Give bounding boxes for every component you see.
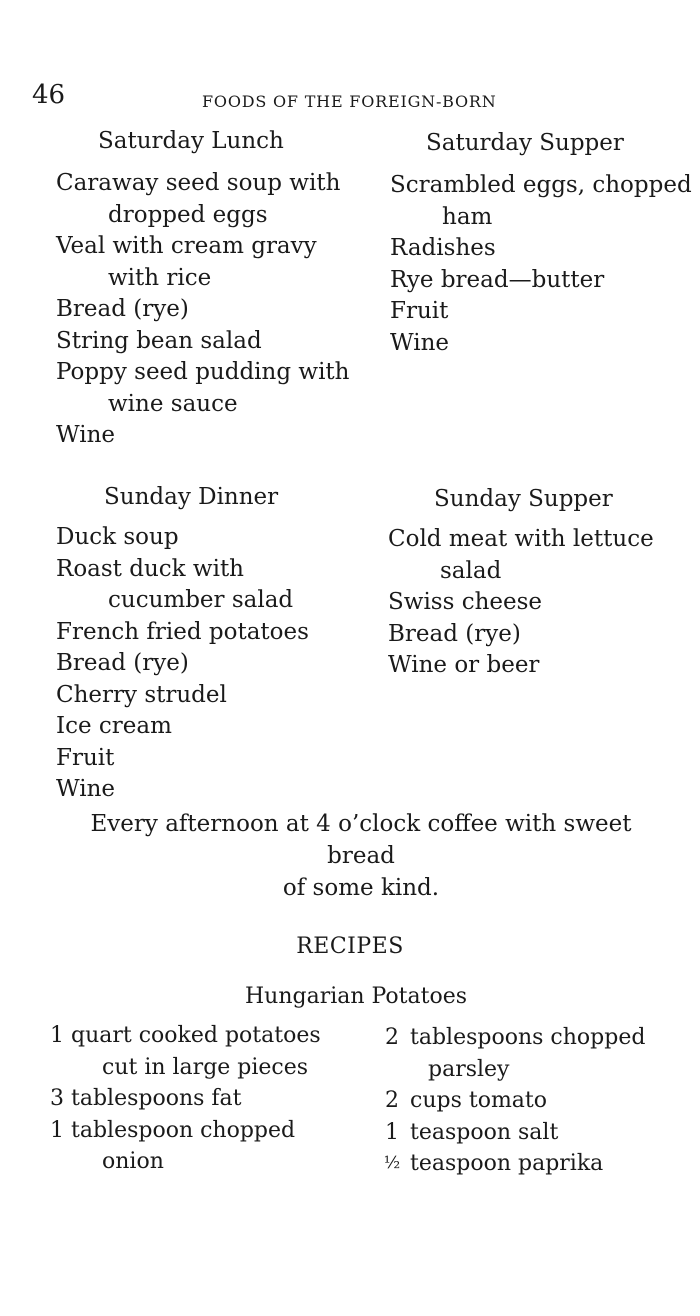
- menu-item: [388, 524, 654, 587]
- menu-item: [56, 326, 350, 358]
- menu-item: [388, 619, 654, 651]
- ingredient-text: [410, 1022, 645, 1085]
- menu-item-continuation: with rice: [108, 264, 212, 291]
- menu-item-text: Scrambled eggs, chopped: [390, 172, 692, 198]
- menu-item: [388, 650, 654, 682]
- menu-item-text: Rye bread—butter: [390, 266, 605, 293]
- menu-saturday-lunch: [56, 128, 350, 452]
- recipes-heading: RECIPES: [296, 934, 404, 959]
- ingredient-line: cups tomato: [410, 1088, 548, 1113]
- ingredient-line: teaspoon paprika: [410, 1151, 604, 1176]
- menu-title: Saturday Lunch: [98, 128, 284, 154]
- menu-item: [56, 648, 309, 680]
- running-head: FOODS OF THE FOREIGN-BORN: [202, 92, 497, 111]
- menu-item-text: Bread (rye): [56, 650, 189, 676]
- menu-item-continuation: cucumber salad: [108, 587, 294, 613]
- ingredient: [374, 1022, 645, 1085]
- ingredient-quantity: 1: [385, 1119, 399, 1145]
- menu-item: [56, 774, 309, 806]
- ingredient: [374, 1148, 645, 1180]
- recipe-title: Hungarian Potatoes: [244, 984, 468, 1009]
- menu-item: [56, 680, 309, 712]
- menu-item: [390, 233, 692, 265]
- ingredient-continuation: cut in large pieces: [102, 1054, 309, 1080]
- menu-item: [390, 328, 692, 360]
- menu-item: [56, 711, 309, 743]
- menu-item: [390, 296, 692, 328]
- menu-item-text: Fruit: [56, 744, 115, 771]
- ingredient-quantity: 2: [385, 1025, 399, 1050]
- menu-item: [390, 265, 692, 297]
- ingredient: [50, 1115, 321, 1178]
- menu-item-text: Poppy seed pudding with: [56, 359, 350, 385]
- menu-item: [56, 743, 309, 775]
- ingredient-line: teaspoon salt: [410, 1119, 559, 1145]
- menu-item-text: Wine: [390, 329, 450, 356]
- ingredient-line: tablespoons chopped: [410, 1025, 646, 1050]
- menu-item: [56, 357, 350, 420]
- menu-item: [56, 231, 350, 294]
- menu-item: [56, 522, 309, 554]
- menu-items: [56, 522, 309, 806]
- ingredient-text: 1 tablespoon chopped: [50, 1117, 296, 1143]
- ingredient-text: 1 quart cooked potatoes: [50, 1023, 321, 1048]
- menu-item: [56, 420, 350, 452]
- coffee-note: [56, 808, 666, 904]
- ingredient-text: 3 tablespoons fat: [50, 1086, 242, 1111]
- page-number: 46: [32, 80, 66, 110]
- menu-item-continuation: ham: [442, 203, 493, 230]
- menu-item-text: Cherry strudel: [56, 681, 227, 708]
- menu-item-continuation: dropped eggs: [108, 201, 268, 228]
- ingredient: [50, 1083, 321, 1115]
- menu-item-text: Cold meat with lettuce: [388, 526, 654, 552]
- menu-item-text: Swiss cheese: [388, 589, 543, 615]
- menu-item-text: Bread (rye): [56, 296, 189, 322]
- menu-item-continuation: salad: [440, 557, 502, 584]
- menu-item-text: Veal with cream gravy: [56, 233, 317, 259]
- ingredient: [50, 1020, 321, 1083]
- menu-items: [388, 524, 654, 682]
- menu-item-text: Duck soup: [56, 524, 179, 550]
- menu-title: Saturday Supper: [426, 130, 624, 156]
- menu-sunday-supper: [388, 486, 654, 682]
- ingredient-continuation: onion: [102, 1149, 164, 1174]
- menu-item-text: Wine: [56, 776, 116, 802]
- menu-sunday-dinner: [56, 484, 309, 806]
- menu-item: [56, 168, 350, 231]
- menu-item-text: Fruit: [390, 298, 449, 324]
- menu-items: [390, 170, 692, 359]
- note-line-2: of some kind.: [282, 875, 440, 901]
- menu-item-text: Roast duck with: [56, 555, 244, 582]
- ingredient-quantity: 2: [385, 1088, 399, 1113]
- ingredients-left: [50, 1020, 321, 1178]
- menu-item-continuation: wine sauce: [108, 390, 238, 417]
- menu-item-text: Wine: [56, 422, 116, 448]
- ingredient: [374, 1085, 645, 1117]
- menu-item-text: Radishes: [390, 235, 496, 261]
- menu-title: Sunday Supper: [434, 486, 613, 512]
- menu-items: [56, 168, 350, 452]
- menu-item: [56, 617, 309, 649]
- ingredient-text: [410, 1085, 547, 1117]
- menu-item: [56, 294, 350, 326]
- ingredients-right: [374, 1022, 645, 1180]
- menu-item-text: Wine or beer: [388, 652, 540, 678]
- menu-item: [390, 170, 692, 233]
- ingredient-text: [410, 1117, 558, 1149]
- ingredient-continuation: parsley: [428, 1056, 510, 1082]
- menu-item: [388, 587, 654, 619]
- menu-item-text: Ice cream: [56, 713, 172, 739]
- menu-item-text: French fried potatoes: [56, 618, 309, 645]
- menu-item-text: Caraway seed soup with: [56, 170, 341, 196]
- menu-item-text: Bread (rye): [388, 620, 521, 647]
- menu-title: Sunday Dinner: [104, 484, 279, 510]
- menu-item: [56, 554, 309, 617]
- ingredient: [374, 1117, 645, 1149]
- ingredient-text: [410, 1148, 603, 1180]
- ingredient-quantity: ½: [383, 1153, 401, 1173]
- menu-saturday-supper: [390, 130, 692, 359]
- note-line-1: Every afternoon at 4 o’clock coffee with sweet bread: [90, 811, 632, 869]
- menu-item-text: String bean salad: [56, 327, 262, 354]
